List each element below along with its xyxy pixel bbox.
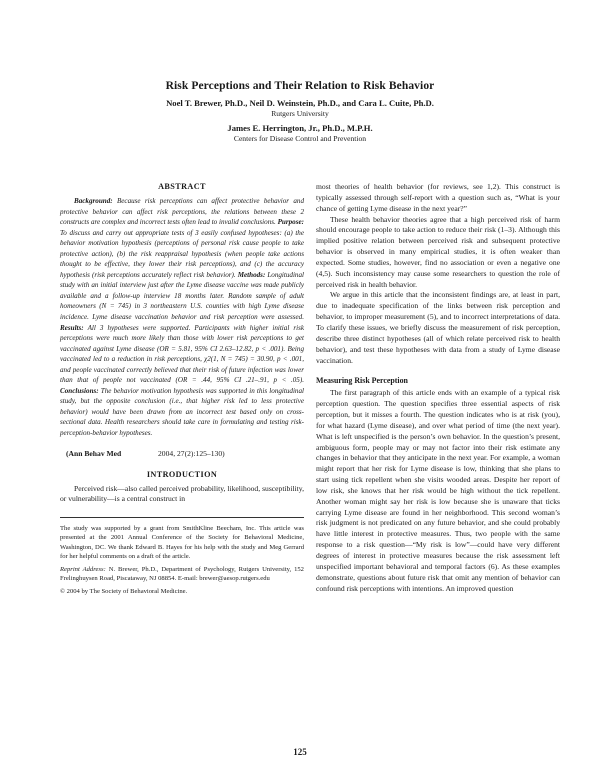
page-number: 125 (293, 747, 307, 757)
left-column (60, 182, 304, 601)
section-heading-measuring-risk: Measuring Risk Perception (316, 376, 408, 386)
introduction-text: Perceived risk—also called perceived probability, likelihood, susceptibility, or vulnerability—is a central construct in (60, 483, 304, 504)
affiliation-2: Centers for Disease Control and Prevention (233, 134, 367, 143)
reprint-footnote (60, 565, 304, 583)
methods-label: Methods: (237, 270, 266, 279)
citation-journal: (Ann Behav Med (66, 448, 122, 458)
citation-details: 2004, 27(2):125–130) (158, 448, 225, 458)
conclusions-text: The behavior motivation hypothesis was supported in this longitudinal study, but the opposite conclusion (i.e., that higher risk led to less protective behavior) would have been drawn from an incorrect test based only on cross-sectional data. Health researchers should take care in formulating and testing risk-perception-behavior hypotheses. (60, 386, 304, 438)
purpose-label: Purpose: (277, 218, 304, 227)
footnote-divider (60, 517, 304, 518)
introduction-heading: INTRODUCTION (146, 469, 218, 479)
copyright-footnote: © 2004 by The Society of Behavioral Medicine. (60, 588, 188, 596)
abstract-body (60, 196, 304, 439)
reprint-label: Reprint Address: (60, 565, 106, 573)
background-text: Because risk perceptions can affect protective behavior and protective behavior can affect risk perceptions, the relations between these 2 constructs are complex and incorrect tests often lead to invalid conclusions. (60, 197, 304, 227)
paragraph-1: most theories of health behavior (for reviews, see 1,2). This construct is typically assessed through self-report with a question such as, “What is your chance of getting Lyme disease in the next year?” (316, 182, 560, 213)
results-text: All 3 hypotheses were supported. Participants with higher initial risk perceptions were much more likely than those with lower risk perceptions to get vaccinated against Lyme disease (OR = 5.81, 95% CI 2.63–12.82, p < .001). Being vaccinated led to a reduction in risk perceptions, χ2(1, N = 745) = 30.90, p < .001, and people vaccinated correctly believed that their risk of future infection was lower than that of people not vaccinated (OR = .44, 95% CI .21–.91, p < .05). (60, 323, 304, 385)
authors-line-2: James E. Herrington, Jr., Ph.D., M.P.H. (227, 123, 373, 133)
affiliation-1: Rutgers University (271, 109, 329, 118)
paragraph-4: The first paragraph of this article ends with an example of a typical risk perception question. The question specifies three essential aspects of risk perception, but it misses a fourth. The question indicates who is at risk (you), for what hazard (Lyme disease), and over what period of time (the next year). What is left unspecified is the person’s own behavior. In the question’s present, ambiguous form, people may or may not factor into their risk estimate any changes in behavior that they anticipate in the next year. For example, a woman might report that her risk for Lyme disease is low, thinking that she plans to start using tick repellent when she visits wooded areas. Despite her report of low risk, she knows that her risk would be high without the tick repellent. Another woman might say her risk is low because she is unaware that ticks carrying Lyme disease are found in her neighborhood. This second woman’s risk judgment is not predicated on any future behavior, and she could probably have little interest in protective measures. Thus, two people with the same response to a risk question—“My risk is low”—could have very different degrees of interest in protective measures because the risk assessment left unspecified important behavioral and temporal factors (6). As these examples demonstrate, questions about future risk that omit any mention of behavior can confound risk perceptions with intentions. An improved question (316, 388, 560, 593)
methods-text: Longitudinal study with an initial interview just after the Lyme disease vaccine was made publicly available and a follow-up interview 18 months later. Random sample of adult homeowners (N = 745) in 3 northeastern U.S. counties with high Lyme disease incidence. Lyme disease vaccination behavior and risk perception were assessed. (60, 270, 305, 322)
background-label: Background: (74, 197, 113, 205)
paper-title: Risk Perceptions and Their Relation to Risk Behavior (165, 80, 435, 92)
purpose-text: To discuss and carry out appropriate tests of 3 easily confused hypotheses: (a) the behavior motivation hypothesis (perceptions of personal risk cause people to take protective action), (b) the risk reappraisal hypothesis (when people take actions thought to be effective, they lower their risk perceptions), and (c) the accuracy hypothesis (risk perceptions accurately reflect risk behavior). (60, 228, 304, 279)
conclusions-label: Conclusions: (60, 386, 99, 395)
paragraph-3: We argue in this article that the inconsistent findings are, at least in part, due to inadequate specification of the links between risk perception and behavior, to improper measurement (5), and to incorrect interpretations of data. To clarify these issues, we briefly discuss the measurement of risk perception, describe three distinct hypotheses (all of which relate perceived risk to health behavior), and test these hypotheses with data from a study of Lyme disease vaccination. (316, 290, 560, 365)
right-column (316, 182, 560, 594)
citation-line (60, 449, 304, 458)
reprint-text: N. Brewer, Ph.D., Department of Psychology, Rutgers University, 152 Frelinghuysen Road, Piscataway, NJ 08854. E-mail: brewer@aesop.rutgers.edu (60, 565, 304, 583)
support-footnote: The study was supported by a grant from SmithKline Beecham, Inc. This article was presented at the 2001 Annual Conference of the Society for Behavioral Medicine, Washington, DC. We thank Edward B. Hayes for his help with the study and Meg Gerrard for her helpful comments on a draft of the article. (60, 525, 304, 560)
results-label: Results: (60, 323, 84, 332)
abstract-heading: ABSTRACT (158, 182, 206, 191)
paragraph-2: These health behavior theories agree that a high perceived risk of harm should encourage people to take action to reduce their risk (1–3). Although this implied positive relation between perceived risk and subsequent protective behavior is observed in many empirical studies, it is often weaker than expected. Some studies, however, find no association or even a negative one (4,5). Such inconsistency may cause some researchers to question the role of perceived risk in health behavior. (316, 214, 560, 289)
authors-line-1: Noel T. Brewer, Ph.D., Neil D. Weinstein, Ph.D., and Cara L. Cuite, Ph.D. (166, 98, 434, 108)
